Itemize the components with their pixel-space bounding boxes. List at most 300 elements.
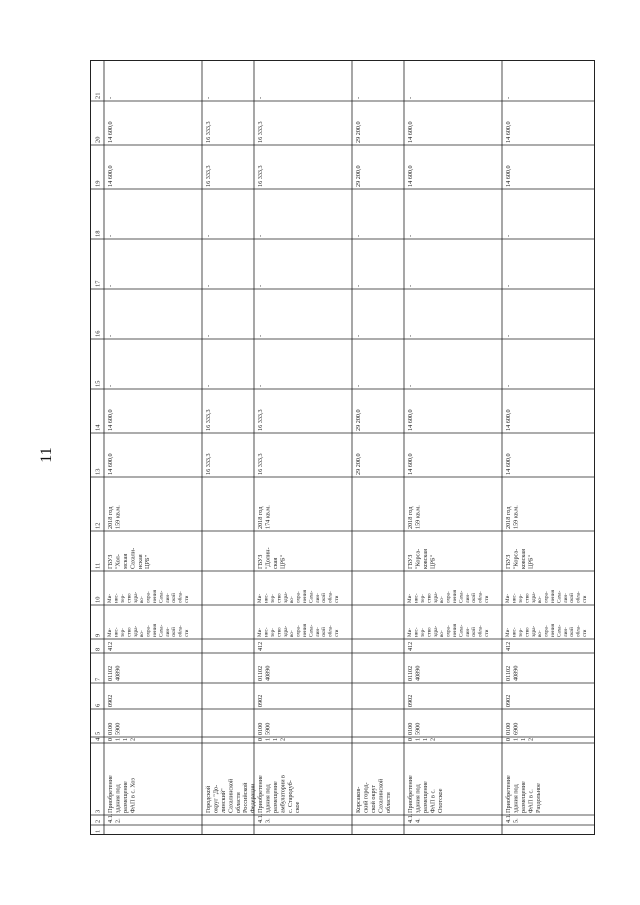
row-1-col-9-line: обла- <box>177 625 184 637</box>
row-3-col-18-line: - <box>257 234 265 237</box>
row-5-col-9-line: обла- <box>477 625 484 637</box>
row-4-col-13-line: 29 200,0 <box>355 453 363 475</box>
row-5-col-13 <box>407 453 414 475</box>
row-3-col-10-line: ство <box>276 593 283 603</box>
row-4-col-15-line: - <box>355 384 363 387</box>
row-2-col-3-line: области <box>234 792 242 813</box>
row-1-col-7-line: 40890 <box>114 665 122 681</box>
row-1-col-4-line: 1 <box>122 737 129 741</box>
row-6-col-10 <box>505 589 588 603</box>
row-6-col-13-line: 14 600,0 <box>505 453 513 475</box>
row-5-col-10-line: тер- <box>420 594 426 603</box>
row-2-col-15 <box>205 385 212 387</box>
column-number-3: 3 <box>94 809 102 813</box>
row-5-col-15-line: - <box>407 384 415 387</box>
row-3-col-10-line: лин- <box>314 593 321 603</box>
row-6-col-4-line: 2 <box>527 737 535 741</box>
row-5-col-20 <box>407 121 414 143</box>
row-6-col-6-line: 0902 <box>505 694 513 707</box>
row-6-col-10-line: нения <box>550 589 556 603</box>
row-6-col-3-line: размещение <box>520 781 527 813</box>
row-3-col-9-line: Саха- <box>308 624 315 637</box>
row-6-col-5-line: 6900 <box>512 722 520 735</box>
row-1-col-14-line: 14 600,0 <box>107 409 115 431</box>
row-5-col-9 <box>407 623 490 637</box>
row-6-col-12-line: 159 кв.м. <box>512 505 520 529</box>
row-5-col-3 <box>407 775 444 813</box>
row-2-col-21 <box>205 97 212 99</box>
row-5-col-11 <box>407 549 436 569</box>
row-6-col-3 <box>505 775 542 813</box>
row-1-col-18 <box>107 235 114 237</box>
row-3-col-3 <box>257 775 301 813</box>
row-3-col-10-line: здра- <box>282 591 289 603</box>
row-3-col-10-line: Саха- <box>308 590 315 603</box>
row-1-col-12-line: 2018 год <box>107 506 115 529</box>
row-6-col-10-line: сти <box>582 595 588 603</box>
row-6-col-10-line: здра- <box>530 591 537 603</box>
row-5-col-14-line: 14 600,0 <box>407 409 415 431</box>
row-1-col-10-line: охра- <box>145 591 152 603</box>
row-3-col-9-line: сти <box>334 629 340 637</box>
row-6-col-9-line: Саха- <box>556 624 563 637</box>
row-1-col-4-line: 0 <box>107 737 115 741</box>
row-3-col-9-line: Ми- <box>257 627 264 637</box>
row-6-col-11-line: ЦРБ" <box>527 555 535 569</box>
row-5-col-4-line: 1 <box>414 737 422 741</box>
column-number-5: 5 <box>94 731 102 735</box>
row-6-col-21 <box>505 97 512 99</box>
row-5-col-3-line: ФАП в с. <box>429 789 437 813</box>
row-6-col-10-line: во- <box>537 596 544 603</box>
row-6-col-2-line: 5. <box>512 818 520 823</box>
row-1-col-3 <box>107 775 136 813</box>
row-2-col-17 <box>205 285 212 287</box>
row-2-col-13 <box>205 453 212 475</box>
row-5-col-9-line: Саха- <box>458 624 465 637</box>
row-3-col-15-line: - <box>257 384 265 387</box>
row-6-col-17-line: - <box>505 284 513 287</box>
row-5-col-11-line: "Корса- <box>414 548 422 569</box>
row-4-col-3-line: ский город- <box>362 782 370 813</box>
row-1-col-4-line: 1 <box>114 737 122 741</box>
row-5-col-3-line: Приобретение <box>407 775 415 813</box>
row-4-col-21-line: - <box>355 96 363 99</box>
row-3-col-2-line: 3. <box>264 818 272 823</box>
row-3-col-13-line: 16 333,3 <box>257 453 265 475</box>
row-6-col-16-line: - <box>505 334 513 337</box>
row-4-col-20-line: 29 200,0 <box>355 121 363 143</box>
row-2-col-21-line: - <box>205 96 213 99</box>
row-2-col-3-line: Сахалинской <box>227 778 235 813</box>
row-4-col-21 <box>355 97 362 99</box>
row-3-col-10-line: Ми- <box>257 593 264 603</box>
row-6-col-10-line: Саха- <box>556 590 563 603</box>
row-6-col-18 <box>505 235 512 237</box>
row-1-col-9-line: охра- <box>145 625 152 637</box>
row-5-col-5 <box>407 723 421 735</box>
column-number-1: 1 <box>94 829 102 833</box>
row-6-col-4-line: 0 <box>505 737 513 741</box>
row-3-col-6-line: 0902 <box>257 694 265 707</box>
row-5-col-16 <box>407 335 414 337</box>
row-1-col-2-line: 2. <box>114 818 122 823</box>
row-1-col-9-line: здра- <box>132 625 139 637</box>
row-1-col-12-line: 159 кв.м. <box>114 505 122 529</box>
row-4-col-17-line: - <box>355 284 363 287</box>
row-6-col-9-line: тер- <box>518 628 524 637</box>
row-1-col-9-line: во- <box>139 630 146 637</box>
row-3-col-21-line: - <box>257 96 265 99</box>
row-1-col-10-line: обла- <box>177 591 184 603</box>
table-border <box>91 61 595 835</box>
column-number-12: 12 <box>94 522 102 529</box>
row-3-col-10-line: нения <box>302 589 308 603</box>
row-1-col-3-line: размещение <box>122 781 129 813</box>
row-3-col-3-line: ское <box>294 801 302 813</box>
row-5-col-3-line: Охотское <box>436 788 444 813</box>
column-number-11: 11 <box>94 562 102 569</box>
row-3-col-13 <box>257 453 264 475</box>
row-6-col-3-line: ФАП в с. <box>527 789 535 813</box>
row-6-col-9-line: обла- <box>575 625 582 637</box>
row-5-col-9-line: ской <box>471 627 478 637</box>
row-1-col-11-line: мская <box>122 553 129 569</box>
row-1-col-17-line: - <box>107 284 115 287</box>
row-2-col-17-line: - <box>205 284 213 287</box>
column-number-18: 18 <box>94 230 102 237</box>
row-5-col-9-line: лин- <box>464 627 471 637</box>
row-2-col-3-line: Городской <box>205 785 213 813</box>
row-6-col-9-line: Ми- <box>505 627 512 637</box>
row-5-col-14 <box>407 409 414 431</box>
row-6-col-11-line: ковская <box>520 549 527 569</box>
row-6-col-10-line: ской <box>569 593 576 603</box>
row-3-col-7-line: 01102 <box>257 665 265 681</box>
row-2-col-19 <box>205 165 212 187</box>
row-5-col-10-line: лин- <box>464 593 471 603</box>
row-2-col-19-line: 16 333,3 <box>205 165 213 187</box>
row-6-col-11-line: "Корса- <box>512 548 520 569</box>
row-3-col-4-line: 2 <box>279 737 287 741</box>
row-5-col-10-line: охра- <box>445 591 452 603</box>
row-2-col-18 <box>205 235 212 237</box>
row-1-col-10 <box>107 589 190 603</box>
row-1-col-14 <box>107 409 114 431</box>
row-5-col-21-line: - <box>407 96 415 99</box>
row-4-col-3 <box>355 778 392 813</box>
row-6-col-7 <box>505 666 519 681</box>
row-4-col-3-line: Сахалинской <box>377 778 385 813</box>
row-1-col-11-line: "Хол- <box>114 554 122 569</box>
row-6-col-3-line: Раздольное <box>534 783 542 813</box>
column-number-2: 2 <box>94 819 102 823</box>
row-5-col-10-line: нения <box>452 589 458 603</box>
row-6-col-10-line: Ми- <box>505 593 512 603</box>
row-1-col-11-line: ЦРБ" <box>144 555 152 569</box>
row-1-col-3-line: здания под <box>114 784 122 813</box>
row-6-col-10-line: нис- <box>511 593 518 603</box>
row-1-col-7 <box>107 666 121 681</box>
row-6-col-4 <box>505 738 534 741</box>
row-3-col-3-line: амбулатории в <box>279 775 287 813</box>
row-3-col-3-line: здания под <box>264 784 272 813</box>
row-1-col-9-line: ской <box>171 627 178 637</box>
row-6-col-18-line: - <box>505 234 513 237</box>
row-3-col-10-line: ской <box>321 593 328 603</box>
row-1-col-19 <box>107 165 114 187</box>
row-6-col-9-line: нис- <box>511 627 518 637</box>
row-5-col-9-line: во- <box>439 630 446 637</box>
row-3-col-2-line: 4.1. <box>257 813 265 823</box>
row-1-col-15-line: - <box>107 384 115 387</box>
row-5-col-19 <box>407 165 414 187</box>
row-5-col-19-line: 14 600,0 <box>407 165 415 187</box>
row-3-col-8 <box>257 642 264 651</box>
row-3-col-11-line: ЦРБ" <box>279 555 287 569</box>
row-6-col-9-line: во- <box>537 630 544 637</box>
row-6-col-4-line: 1 <box>520 737 527 741</box>
row-3-col-17 <box>257 285 264 287</box>
row-5-col-7 <box>407 666 421 681</box>
row-3-col-16 <box>257 335 264 337</box>
row-3-col-9-line: во- <box>289 630 296 637</box>
row-6-col-11-line: ГБУЗ <box>505 554 513 569</box>
row-5-col-4-line: 0 <box>407 737 415 741</box>
row-1-col-10-line: Ми- <box>107 593 114 603</box>
row-6-col-9-line: здра- <box>530 625 537 637</box>
row-6-col-10-line: охра- <box>543 591 550 603</box>
row-1-col-9-line: нения <box>152 623 158 637</box>
row-1-col-9-line: тер- <box>120 628 126 637</box>
row-6-col-14 <box>505 409 512 431</box>
row-3-col-9-line: лин- <box>314 627 321 637</box>
row-6-col-9-line: охра- <box>543 625 550 637</box>
row-4-col-16 <box>355 335 362 337</box>
row-1-col-11 <box>107 548 151 569</box>
row-1-col-19-line: 14 600,0 <box>107 165 115 187</box>
row-3-col-5-line: 0100 <box>257 722 265 735</box>
row-3-col-7-line: 40890 <box>264 665 272 681</box>
row-5-col-5-line: 5900 <box>414 722 422 735</box>
row-4-col-3-line: области <box>384 792 392 813</box>
row-1-col-16 <box>107 335 114 337</box>
row-5-col-4 <box>407 738 436 741</box>
row-6-col-5 <box>505 723 519 735</box>
row-1-col-15 <box>107 385 114 387</box>
row-1-col-9-line: Саха- <box>158 624 165 637</box>
row-1-col-21-line: - <box>107 96 115 99</box>
row-4-col-3-line: Корсаков- <box>355 786 363 813</box>
row-1-col-10-line: нис- <box>113 593 120 603</box>
column-number-4: 4 <box>94 737 102 741</box>
row-3-col-21 <box>257 97 264 99</box>
row-3-col-9-line: нис- <box>263 627 270 637</box>
row-5-col-10-line: ской <box>471 593 478 603</box>
row-1-col-13-line: 14 600,0 <box>107 453 115 475</box>
row-6-col-8 <box>505 642 512 651</box>
row-3-col-10-line: нис- <box>263 593 270 603</box>
row-1-col-8-line: 412 <box>107 641 115 651</box>
row-4-col-19 <box>355 165 362 187</box>
row-6-col-5-line: 0100 <box>505 722 513 735</box>
row-3-col-6 <box>257 695 264 707</box>
row-3-col-10 <box>257 589 340 603</box>
row-4-col-14 <box>355 409 362 431</box>
row-1-col-16-line: - <box>107 334 115 337</box>
row-1-col-3-line: ФАП в с. Хоз <box>129 778 137 813</box>
row-3-col-3-line: с. Стародуб- <box>286 780 294 813</box>
row-6-col-15-line: - <box>505 384 513 387</box>
page-number: 11 <box>38 447 55 463</box>
row-5-col-8-line: 412 <box>407 641 415 651</box>
row-5-col-3-line: здания под <box>414 784 422 813</box>
row-2-col-16-line: - <box>205 334 213 337</box>
row-6-col-9-line: нения <box>550 623 556 637</box>
row-5-col-10-line: обла- <box>477 591 484 603</box>
row-3-col-12 <box>257 505 271 529</box>
row-6-col-9-line: лин- <box>562 627 569 637</box>
row-1-col-10-line: тер- <box>120 594 126 603</box>
column-number-17: 17 <box>94 280 102 287</box>
row-1-col-5-line: 0100 <box>107 722 115 735</box>
row-5-col-17 <box>407 285 414 287</box>
row-3-col-7 <box>257 666 271 681</box>
row-2-col-3-line: Российской <box>242 782 250 813</box>
row-1-col-9-line: ство <box>126 627 133 637</box>
row-1-col-12 <box>107 505 121 529</box>
row-3-col-4-line: 1 <box>272 737 279 741</box>
row-2-col-15-line: - <box>205 384 213 387</box>
row-6-col-10-line: тер- <box>518 594 524 603</box>
row-5-col-20-line: 14 600,0 <box>407 121 415 143</box>
row-5-col-6-line: 0902 <box>407 694 415 707</box>
row-1-col-4 <box>107 738 136 741</box>
row-3-col-15 <box>257 385 264 387</box>
row-3-col-12-line: 174 кв.м. <box>264 505 272 529</box>
column-number-13: 13 <box>94 468 102 475</box>
row-5-col-9-line: охра- <box>445 625 452 637</box>
column-number-14: 14 <box>94 424 102 431</box>
row-5-col-9-line: нис- <box>413 627 420 637</box>
row-3-col-4 <box>257 738 286 741</box>
row-1-col-7-line: 01102 <box>107 665 115 681</box>
row-5-col-11-line: ЦРБ" <box>429 555 437 569</box>
row-1-col-10-line: сти <box>184 595 190 603</box>
row-5-col-15 <box>407 385 414 387</box>
row-6-col-10-line: лин- <box>562 593 569 603</box>
row-5-col-13-line: 14 600,0 <box>407 453 415 475</box>
row-5-col-9-line: здра- <box>432 625 439 637</box>
row-5-col-4-line: 2 <box>429 737 437 741</box>
row-5-col-9-line: тер- <box>420 628 426 637</box>
row-4-col-14-line: 29 200,0 <box>355 409 363 431</box>
row-1-col-3-line: Приобретение <box>107 775 115 813</box>
row-5-col-7-line: 40890 <box>414 665 422 681</box>
row-4-col-20 <box>355 121 362 143</box>
row-3-col-19 <box>257 165 264 187</box>
row-1-col-11-line: Сахали- <box>129 547 137 569</box>
row-3-col-9-line: здра- <box>282 625 289 637</box>
row-2-col-20-line: 16 333,3 <box>205 121 213 143</box>
row-1-col-6-line: 0902 <box>107 694 115 707</box>
row-4-col-13 <box>355 453 362 475</box>
row-3-col-11-line: ГБУЗ <box>257 554 265 569</box>
column-number-9: 9 <box>94 633 102 637</box>
row-3-col-10-line: обла- <box>327 591 334 603</box>
row-6-col-9-line: ской <box>569 627 576 637</box>
row-5-col-17-line: - <box>407 284 415 287</box>
row-6-col-9-line: ство <box>524 627 531 637</box>
row-2-col-3 <box>205 778 256 813</box>
column-number-16: 16 <box>94 330 102 337</box>
row-2-col-13-line: 16 333,3 <box>205 453 213 475</box>
row-1-col-18-line: - <box>107 234 115 237</box>
row-3-col-4-line: 1 <box>264 737 272 741</box>
row-6-col-2-line: 4.1. <box>505 813 513 823</box>
row-5-col-10-line: во- <box>439 596 446 603</box>
row-2-col-3-line: округ "До- <box>212 784 220 813</box>
column-number-10: 10 <box>94 596 102 603</box>
row-3-col-3-line: размещение <box>272 781 279 813</box>
row-3-col-11 <box>257 547 286 569</box>
column-number-7: 7 <box>94 677 102 681</box>
row-1-col-10-line: здра- <box>132 591 139 603</box>
row-3-col-10-line: сти <box>334 595 340 603</box>
column-number-6: 6 <box>94 703 102 707</box>
row-3-col-8-line: 412 <box>257 641 265 651</box>
row-6-col-6 <box>505 695 512 707</box>
row-5-col-21 <box>407 97 414 99</box>
row-6-col-10-line: обла- <box>575 591 582 603</box>
row-5-col-10-line: Ми- <box>407 593 414 603</box>
row-1-col-9-line: Ми- <box>107 627 114 637</box>
row-2-col-3-line: линский" <box>220 788 227 813</box>
row-6-col-8-line: 412 <box>505 641 513 651</box>
row-6-col-19 <box>505 165 512 187</box>
row-5-col-12-line: 2018 год <box>407 506 415 529</box>
row-1-col-8 <box>107 642 114 651</box>
row-3-col-10-line: тер- <box>270 594 276 603</box>
row-6-col-4-line: 1 <box>512 737 520 741</box>
row-1-col-5-line: 5900 <box>114 722 122 735</box>
row-1-col-17 <box>107 285 114 287</box>
row-1-col-10-line: Саха- <box>158 590 165 603</box>
row-3-col-5 <box>257 723 271 735</box>
row-4-col-3-line: ской округ <box>370 784 377 813</box>
row-3-col-11-line: ская <box>272 557 279 569</box>
row-6-col-20-line: 14 600,0 <box>505 121 513 143</box>
row-5-col-9-line: нения <box>452 623 458 637</box>
row-5-col-10 <box>407 589 490 603</box>
row-3-col-18 <box>257 235 264 237</box>
row-5-col-12 <box>407 505 421 529</box>
row-2-col-14-line: 16 333,3 <box>205 409 213 431</box>
row-1-col-9 <box>107 623 190 637</box>
row-4-col-16-line: - <box>355 334 363 337</box>
column-number-19: 19 <box>94 180 102 187</box>
row-6-col-16 <box>505 335 512 337</box>
row-6-col-14-line: 14 600,0 <box>505 409 513 431</box>
row-2-col-20 <box>205 121 212 143</box>
row-5-col-9-line: сти <box>484 629 490 637</box>
row-3-col-9 <box>257 623 340 637</box>
row-5-col-12-line: 159 кв.м. <box>414 505 422 529</box>
row-5-col-6 <box>407 695 414 707</box>
row-5-col-18-line: - <box>407 234 415 237</box>
row-3-col-3-line: Приобретение <box>257 775 265 813</box>
row-6-col-9 <box>505 623 588 637</box>
